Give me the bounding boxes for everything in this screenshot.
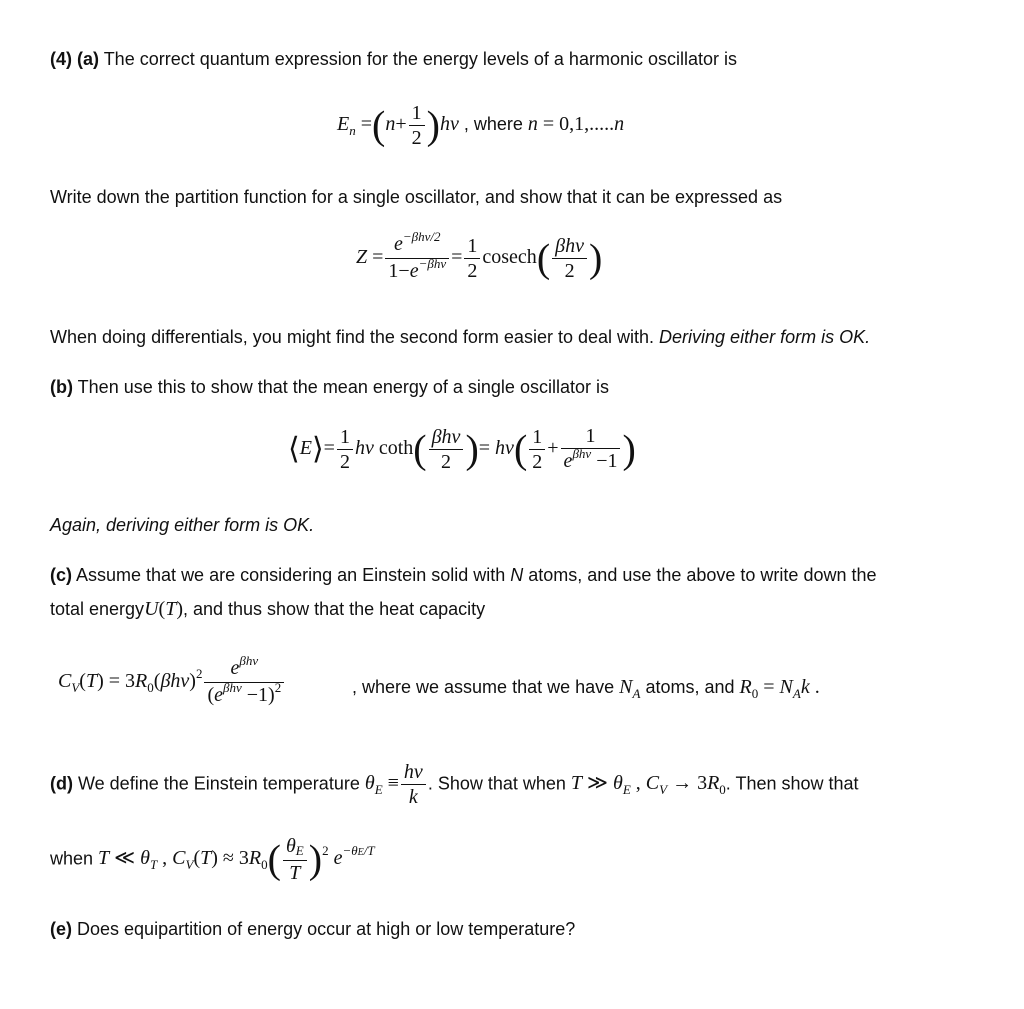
part-c-assume-line: , where we assume that we have $N_A$ atoms, and $R_0 = N_Ak$ . bbox=[352, 676, 820, 701]
part-c-text-1: Assume that we are considering an Einstein solid with bbox=[76, 565, 506, 585]
part-c-assume-mid: atoms, and bbox=[645, 677, 735, 697]
mean-energy-equation: ⟨E⟩= $\frac{1}{2}$ hν coth( $\frac{\text{βhν}}{2}$ )= hν( $\frac{1}{2}$ + $\frac{1}{e^{\beta h\nu} -1}$ ) bbox=[288, 425, 636, 473]
heat-capacity-equation: $C_V(T) = 3R_0(\beta h\nu)^2$ $\frac{e^{\beta h\nu}}{(e^{\beta h\nu} -1)^2}$ bbox=[58, 656, 286, 709]
part-a-intro-line bbox=[50, 48, 737, 70]
part-a-label: (4) (a) bbox=[50, 49, 99, 69]
part-b-line bbox=[50, 376, 609, 398]
part-c-label: (c) bbox=[50, 565, 72, 585]
part-a-note-text: When doing differentials, you might find the second form easier to deal with. bbox=[50, 327, 655, 347]
part-a-note bbox=[50, 326, 870, 348]
part-e-line bbox=[50, 918, 575, 940]
part-a-intro: The correct quantum expression for the energy levels of a harmonic oscillator is bbox=[103, 49, 737, 69]
part-c-text-2-tail: , and thus show that the heat capacity bbox=[182, 599, 486, 619]
part-d-text-tail: . Then show that bbox=[725, 773, 859, 794]
part-c-line-2: total energyU(T), and thus show that the heat capacity bbox=[50, 598, 486, 620]
partition-function-equation: Z = $\frac{e^{-\beta h\nu/2}}{1-e^{-\beta h\nu}}$ = $\frac{1}{2}$ cosech( $\frac{\text{βhν}}{2}$ ) bbox=[356, 232, 602, 285]
part-d-line: (d) We define the Einstein temperature $\theta_E$ ≡ $\frac{h\nu}{k}$ . Show that when T ≫ $\theta_E$ , $C_V \to 3R_0$. Then show that bbox=[50, 761, 859, 808]
part-d-when: when bbox=[50, 848, 94, 869]
part-e-label: (e) bbox=[50, 919, 72, 939]
part-b-text: Then use this to show that the mean energy of a single oscillator is bbox=[77, 377, 609, 397]
part-d-text-mid: . Show that when bbox=[427, 773, 566, 794]
part-c-text-1-tail: atoms, and use the above to write down the bbox=[528, 565, 877, 585]
part-c-text-2: total energy bbox=[50, 599, 145, 619]
part-e-text: Does equipartition of energy occur at high or low temperature? bbox=[77, 919, 576, 939]
part-b-note: Again, deriving either form is OK. bbox=[50, 515, 315, 535]
part-d-label: (d) bbox=[50, 773, 73, 794]
part-d-line-2: when T ≪ $\theta_T$ , $C_V(T) \approx 3R_0$( $\frac{\theta E}{T}$ )$^2$ $e^{-\theta E/T}$ bbox=[50, 835, 375, 884]
part-a-note-italic: Deriving either form is OK. bbox=[659, 327, 871, 347]
part-b-label: (b) bbox=[50, 377, 73, 397]
part-c-line-1: (c) Assume that we are considering an Einstein solid with N atoms, and use the above to write down the bbox=[50, 565, 877, 585]
partition-instruction: Write down the partition function for a single oscillator, and show that it can be expressed as bbox=[50, 187, 783, 207]
part-c-assume-text: , where we assume that we have bbox=[352, 677, 615, 697]
energy-where-text: , where bbox=[463, 114, 523, 135]
energy-levels-equation: $E_n =(n+$ $\frac{1}{2}$ )hν , where n = 0,1,.....n bbox=[337, 102, 625, 149]
part-d-text: We define the Einstein temperature bbox=[78, 773, 360, 794]
